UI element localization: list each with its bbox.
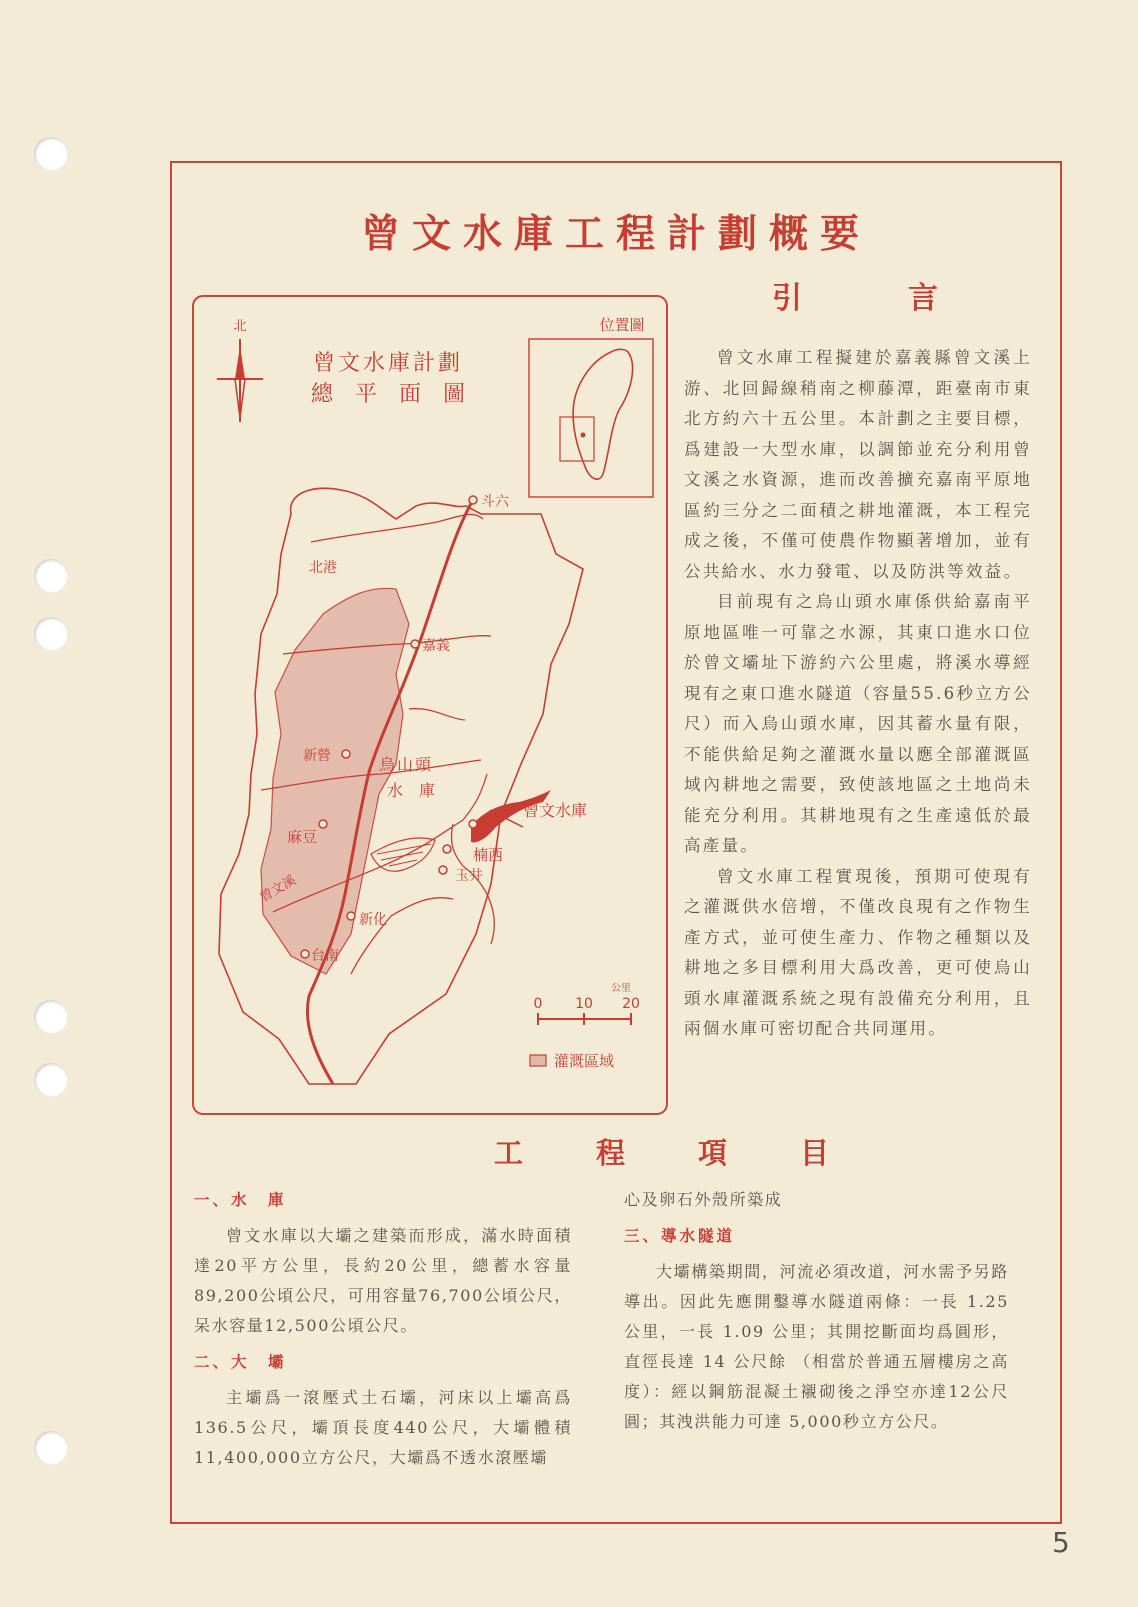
map-subtitle: 總 平 面 圖	[310, 382, 466, 407]
punch-hole	[34, 1000, 68, 1034]
label-reservoir: 水 庫	[387, 781, 436, 800]
label-yujing: 玉井	[455, 868, 483, 884]
inset-title: 位置圖	[599, 316, 645, 334]
label-wushantou: 烏山頭	[379, 755, 434, 774]
label-madou: 麻豆	[287, 828, 318, 846]
intro-text	[684, 343, 1032, 1045]
works-left-column	[194, 1183, 572, 1479]
legend-label: 灌溉區域	[554, 1052, 615, 1070]
scale-tick-10: 10	[575, 996, 593, 1012]
legend-swatch	[530, 1055, 546, 1066]
label-zengwen-river: 曾文溪	[257, 872, 299, 906]
punch-hole	[34, 559, 68, 593]
scale-bar	[538, 1013, 631, 1025]
label-xinying: 新營	[303, 748, 331, 764]
intro-heading: 引 言	[772, 281, 976, 316]
north-label: 北	[233, 319, 247, 334]
label-tainan: 台南	[311, 948, 339, 964]
scale-unit: 公里	[611, 983, 631, 994]
document-frame	[170, 161, 1062, 1524]
scale-tick-20: 20	[622, 996, 640, 1012]
map-title: 曾文水庫計劃	[312, 351, 464, 376]
dam-text: 主壩爲一滾壓式土石壩，河床以上壩高爲136.5公尺，壩頂長度440公尺，大壩體積11,400,000立方公尺，大壩爲不透水滾壓壩	[194, 1388, 572, 1467]
north-arrow-icon	[217, 339, 263, 422]
label-nanxi: 楠西	[473, 846, 504, 864]
label-xinhua: 新化	[359, 912, 387, 928]
punch-hole	[34, 1063, 68, 1097]
label-chiayi: 嘉義	[422, 638, 450, 654]
punch-hole	[34, 137, 68, 171]
scale-tick-0: 0	[533, 996, 543, 1012]
section-heading-dam: 二、大 壩	[194, 1353, 287, 1371]
wushantou-reservoir-mark	[371, 838, 435, 871]
map-border	[193, 296, 667, 1114]
label-douliu: 斗六	[481, 494, 509, 510]
works-right-column	[624, 1185, 1009, 1443]
section-heading-reservoir: 一、水 庫	[194, 1191, 287, 1209]
punch-hole	[34, 617, 68, 651]
punch-hole	[34, 1431, 68, 1465]
label-beigang: 北港	[309, 560, 337, 576]
document-title: 曾文水庫工程計劃概要	[360, 212, 871, 257]
reservoir-plan-map	[191, 294, 669, 1116]
tunnel-text: 大壩構築期間，河流必須改道，河水需予另路導出。因此先應開鑿導水隧道兩條：一長 1.25 公里，一長 1.09 公里；其開挖斷面均爲圓形，直徑長達 14 公尺餘 （相當於普通五層樓房之高度）：經以鋼筋混凝土襯砌後之淨空亦達12公尺圓；其洩洪能力可達 5,000秒立方公尺。	[624, 1262, 1009, 1431]
reservoir-text: 曾文水庫以大壩之建築而形成，滿水時面積達20平方公里，長約20公里，總蓄水容量89,200公頃公尺，可用容量76,700公頃公尺，呆水容量12,500公頃公尺。	[194, 1226, 572, 1335]
label-zengwen-reservoir: 曾文水庫	[523, 801, 588, 820]
page-number: 5	[1052, 1526, 1070, 1559]
section-heading-tunnel: 三、導水隧道	[624, 1227, 736, 1245]
intro-paragraph: 曾文水庫工程擬建於嘉義縣曾文溪上游、北回歸線稍南之柳藤潭，距臺南市東北方約六十五公里。本計劃之主要目標，爲建設一大型水庫，以調節並充分利用曾文溪之水資源，進而改善擴充嘉南平原地區約三分之二面積之耕地灌溉，本工程完成之後，不僅可使農作物顯著增加，並有公共給水、水力發電、以及防洪等效益。	[684, 348, 1032, 581]
intro-paragraph: 曾文水庫工程實現後，預期可使現有之灌溉供水倍增，不僅改良現有之作物生產方式，並可使生產力、作物之種類以及耕地之多目標利用大爲改善，更可使烏山頭水庫灌溉系統之現有設備充分利用，且兩個水庫可密切配合共同運用。	[684, 866, 1032, 1038]
intro-paragraph: 目前現有之烏山頭水庫係供給嘉南平原地區唯一可靠之水源，其東口進水口位於曾文壩址下游約六公里處，將溪水導經現有之東口進水隧道（容量55.6秒立方公尺）而入烏山頭水庫，因其蓄水量有限，不能供給足夠之灌溉水量以應全部灌溉區域內耕地之需要，致使該地區之土地尚未能充分利用。其耕地現有之生產遠低於最高產量。	[684, 592, 1032, 855]
location-inset	[529, 339, 653, 497]
works-heading: 工 程 項 目	[494, 1136, 852, 1170]
dam-text-continued: 心及卵石外殼所築成	[624, 1190, 783, 1209]
